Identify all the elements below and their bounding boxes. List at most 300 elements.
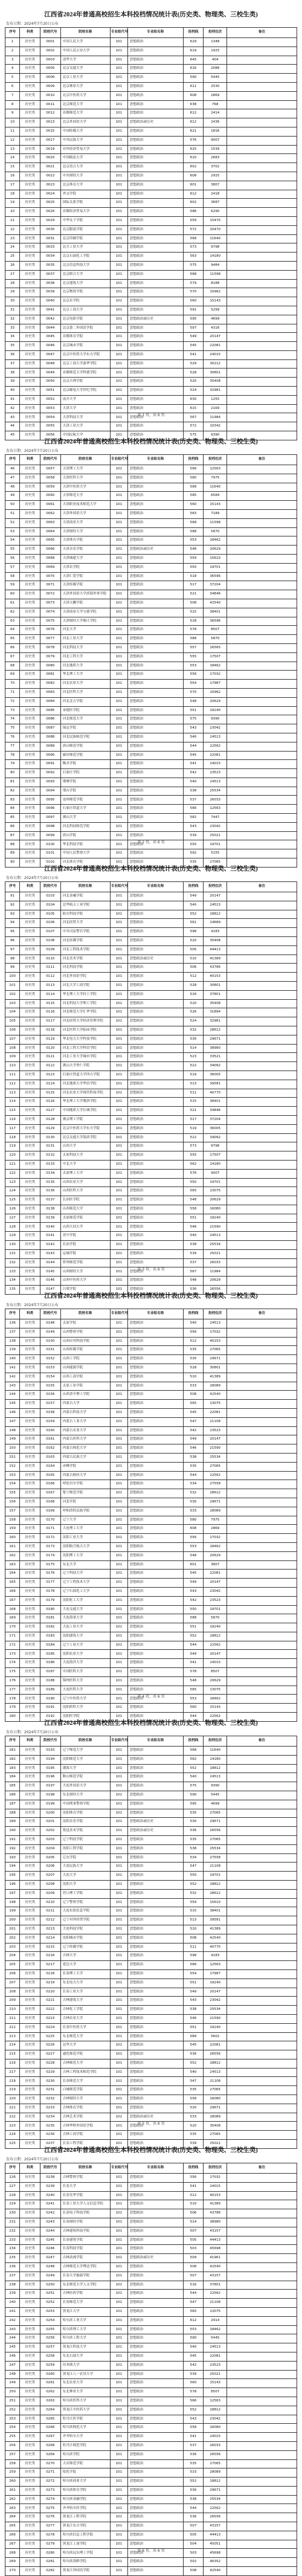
- table-cell: 101: [110, 671, 127, 680]
- table-cell: [227, 2531, 297, 2540]
- table-row: [5, 1026, 297, 1035]
- table-cell: 思想政治: [127, 769, 183, 778]
- table-cell: 101: [110, 324, 127, 333]
- table-cell: 174: [5, 1659, 20, 1668]
- table-cell: [227, 1480, 297, 1489]
- table-cell: 101: [110, 1080, 127, 1089]
- table-cell: 200: [5, 1916, 20, 1925]
- table-cell: 12563: [204, 805, 227, 814]
- table-cell: 思想政治: [127, 279, 183, 288]
- table-cell: 101: [110, 154, 127, 163]
- table-cell: [227, 2567, 297, 2576]
- table-cell: 历史类: [20, 190, 40, 199]
- table-cell: 101: [110, 1062, 127, 1071]
- table-cell: 0237: [40, 2140, 60, 2149]
- table-cell: 549: [183, 333, 204, 342]
- table-row: [5, 1641, 297, 1650]
- table-cell: 历史类: [20, 1124, 40, 1133]
- table-cell: [227, 2450, 297, 2459]
- table-cell: 0005: [40, 65, 60, 74]
- table-cell: 0178: [40, 1587, 60, 1596]
- table-cell: 辽宁中医药大学: [60, 1695, 110, 1704]
- table-row: [5, 2478, 297, 2487]
- table-cell: 24: [5, 243, 20, 253]
- table-cell: 192: [5, 1844, 20, 1853]
- table-cell: 历史类: [20, 253, 40, 262]
- table-cell: 历史类: [20, 378, 40, 387]
- table-row: [5, 2050, 297, 2059]
- table-cell: 243: [5, 2325, 20, 2334]
- table-cell: 101: [110, 1187, 127, 1196]
- table-cell: [227, 270, 297, 279]
- table-cell: 0034: [40, 253, 60, 262]
- table-cell: [227, 724, 297, 733]
- table-cell: 思想政治: [127, 706, 183, 715]
- table-row: [5, 2415, 297, 2424]
- table-cell: [227, 2191, 297, 2200]
- table-row: [5, 225, 297, 234]
- table-cell: 历史类: [20, 413, 40, 422]
- table-cell: 思想政治: [127, 1614, 183, 1623]
- table-cell: 258: [5, 2459, 20, 2468]
- table-cell: 101: [110, 572, 127, 581]
- table-cell: 563: [183, 253, 204, 262]
- table-cell: 101: [110, 787, 127, 796]
- table-cell: [227, 315, 297, 324]
- table-cell: 0202: [40, 1827, 60, 1836]
- table-cell: 535: [183, 2459, 204, 2468]
- table-cell: 101: [110, 2262, 127, 2272]
- table-cell: 123: [5, 1178, 20, 1187]
- table-cell: 533: [183, 2468, 204, 2478]
- table-cell: 11640: [204, 483, 227, 492]
- table-cell: [227, 297, 297, 306]
- table-cell: [227, 1089, 297, 1098]
- table-cell: 思想政治: [127, 342, 183, 351]
- table-cell: 0191: [40, 1704, 60, 1713]
- table-cell: 河北大学: [60, 626, 110, 635]
- table-cell: 189: [5, 1818, 20, 1827]
- table-cell: 历史类: [20, 1907, 40, 1916]
- table-cell: 101: [110, 2540, 127, 2549]
- table-cell: 101: [110, 2290, 127, 2299]
- table-cell: 思想政治: [127, 2086, 183, 2095]
- table-cell: 吉林大学: [60, 1952, 110, 1961]
- table-row: [5, 1827, 297, 1836]
- table-cell: 历史类: [20, 892, 40, 901]
- table-cell: 历史类: [20, 91, 40, 100]
- table-cell: 101: [110, 306, 127, 315]
- table-cell: 历史类: [20, 2343, 40, 2352]
- table-cell: 562: [183, 1160, 204, 1169]
- table-cell: 0123: [40, 1071, 60, 1080]
- table-cell: 0108: [40, 936, 60, 945]
- table-cell: 思想政治: [127, 1462, 183, 1471]
- table-cell: 36005: [204, 1071, 227, 1080]
- table-cell: 0144: [40, 1258, 60, 1267]
- table-cell: 0207: [40, 1872, 60, 1881]
- table-cell: [227, 65, 297, 74]
- table-cell: 历史类: [20, 1551, 40, 1560]
- table-cell: 566: [183, 2397, 204, 2406]
- table-cell: 42: [5, 404, 20, 413]
- table-cell: 中华女子学院: [60, 216, 110, 225]
- table-cell: 北华航天工业学院: [60, 901, 110, 910]
- table-cell: 15143: [204, 2379, 227, 2388]
- table-row: [5, 378, 297, 387]
- table-cell: 105: [5, 1017, 20, 1026]
- table-cell: 思想政治: [127, 2050, 183, 2059]
- table-cell: 历史类: [20, 1516, 40, 1525]
- table-cell: 历史类: [20, 1107, 40, 1116]
- table-cell: 191: [5, 1835, 20, 1844]
- table-cell: 101: [110, 1444, 127, 1454]
- table-row: [5, 1337, 297, 1346]
- table-cell: [227, 1507, 297, 1516]
- table-cell: 568: [183, 1747, 204, 1756]
- table-cell: 553: [183, 536, 204, 546]
- table-cell: 232: [5, 2227, 20, 2236]
- table-cell: 181: [5, 1747, 20, 1756]
- table-cell: 思想政治: [127, 2549, 183, 2558]
- table-row: [5, 688, 297, 697]
- table-cell: 吕梁学院: [60, 1286, 110, 1295]
- table-row: [5, 724, 297, 733]
- table-cell: 36596: [204, 617, 227, 626]
- table-cell: 23042: [204, 1587, 227, 1596]
- table-cell: 历史类: [20, 1641, 40, 1650]
- table-cell: 黑龙江东方学院: [60, 2522, 110, 2531]
- table-cell: 554: [183, 680, 204, 689]
- table-cell: 17507: [204, 1151, 227, 1161]
- table-cell: 0116: [40, 1008, 60, 1017]
- table-cell: 思想政治: [127, 796, 183, 805]
- table-cell: 41389: [204, 955, 227, 964]
- table-cell: [227, 234, 297, 243]
- table-cell: 101: [110, 928, 127, 937]
- table-cell: 0162: [40, 1444, 60, 1454]
- table-cell: 思想政治: [127, 1071, 183, 1080]
- table-cell: 18812: [204, 2059, 227, 2068]
- table-cell: 吉林警察学院: [60, 2174, 110, 2183]
- table-cell: 575: [183, 431, 204, 440]
- table-cell: 126: [5, 1205, 20, 1214]
- table-cell: 545: [183, 1570, 204, 1579]
- table-cell: 101: [110, 1695, 127, 1704]
- table-cell: 28612: [204, 1026, 227, 1035]
- table-cell: [227, 1160, 297, 1169]
- table-cell: 天津财经大学: [60, 527, 110, 536]
- table-cell: 43157: [204, 2272, 227, 2281]
- table-cell: 101: [110, 1773, 127, 1782]
- table-cell: 北京服装学院: [60, 225, 110, 234]
- table-row: [5, 1844, 297, 1853]
- table-cell: 540: [183, 1319, 204, 1328]
- table-cell: 96: [5, 936, 20, 945]
- table-cell: 532: [183, 1026, 204, 1035]
- table-cell: 27: [5, 270, 20, 279]
- table-cell: 长春工程学院: [60, 2140, 110, 2149]
- table-cell: 忻州师范学院: [60, 1258, 110, 1267]
- table-body: [5, 465, 297, 868]
- table-cell: 0063: [40, 518, 60, 527]
- table-cell: 234: [5, 2245, 20, 2254]
- table-row: [5, 65, 297, 74]
- table-cell: 河北师范大学: [60, 715, 110, 724]
- table-cell: 思想政治: [127, 1178, 183, 1187]
- table-cell: 0158: [40, 1408, 60, 1417]
- table-row: [5, 1142, 297, 1151]
- table-row: [5, 1453, 297, 1462]
- table-cell: 河北外国语学院: [60, 973, 110, 982]
- table-cell: [227, 2299, 297, 2308]
- table-cell: 思想政治: [127, 1115, 183, 1124]
- table-cell: 542: [183, 1426, 204, 1435]
- table-row: [5, 901, 297, 910]
- table-cell: 历史类: [20, 2131, 40, 2140]
- table-cell: 内蒙古科技大学: [60, 1408, 110, 1417]
- table-header: [5, 1736, 297, 1747]
- table-cell: 0059: [40, 483, 60, 492]
- table-cell: 549: [183, 1988, 204, 1997]
- table-cell: 吉林师范大学: [60, 2059, 110, 2068]
- table-row: [5, 1818, 297, 1827]
- table-cell: 549: [183, 1650, 204, 1659]
- table-cell: 哈尔滨信息工程学院: [60, 2531, 110, 2540]
- page-title: 江西省2024年普通高校招生本科投档情况统计表(历史类、物理类、三校生类): [44, 1720, 258, 1727]
- table-cell: 568: [183, 483, 204, 492]
- table-cell: 515: [183, 1907, 204, 1916]
- table-cell: 历史类: [20, 1400, 40, 1409]
- table-cell: 长春工业大学: [60, 1988, 110, 1997]
- table-row: [5, 1249, 297, 1258]
- table-cell: 历史类: [20, 1391, 40, 1400]
- table-cell: 101: [110, 395, 127, 404]
- table-cell: 天津仁爱学院: [60, 572, 110, 581]
- table-cell: 思想政治: [127, 626, 183, 635]
- table-cell: 0081: [40, 671, 60, 680]
- table-cell: 赤峰学院: [60, 1462, 110, 1471]
- table-row: [5, 796, 297, 805]
- table-row: [5, 315, 297, 324]
- table-cell: 0201: [40, 1818, 60, 1827]
- table-cell: 547: [183, 1417, 204, 1426]
- table-cell: 历史类: [20, 2086, 40, 2095]
- table-cell: 历史类: [20, 1713, 40, 1722]
- table-cell: 北京邮电大学世纪学院: [60, 387, 110, 396]
- table-row: [5, 1098, 297, 1107]
- table-row: [5, 1596, 297, 1605]
- document-page: [0, 1281, 302, 1719]
- table-cell: 北京林业大学: [60, 82, 110, 91]
- table-row: [5, 910, 297, 919]
- table-cell: [227, 1889, 297, 1898]
- table-cell: 101: [110, 1872, 127, 1881]
- table-cell: 0160: [40, 1426, 60, 1435]
- table-cell: 历史类: [20, 680, 40, 689]
- table-cell: 历史类: [20, 840, 40, 849]
- column-header: 序号: [5, 455, 20, 465]
- table-cell: 41389: [204, 1925, 227, 1934]
- table-cell: 思想政治: [127, 2468, 183, 2478]
- table-row: [5, 2006, 297, 2015]
- table-cell: 28089: [204, 1382, 227, 1391]
- table-cell: 538: [183, 1453, 204, 1462]
- table-cell: 历史类: [20, 1489, 40, 1498]
- table-cell: 579: [183, 279, 204, 288]
- table-cell: 23042: [204, 724, 227, 733]
- table-cell: 537: [183, 2441, 204, 2450]
- table-cell: 中国人民公安大学: [60, 47, 110, 56]
- table-cell: 沈阳航空航天大学: [60, 1542, 110, 1551]
- table-cell: 历史类: [20, 527, 40, 536]
- table-cell: [227, 643, 297, 652]
- table-cell: 思想政治: [127, 2272, 183, 2281]
- table-cell: [227, 1614, 297, 1623]
- table-cell: 6290: [204, 208, 227, 217]
- table-cell: 165: [5, 1579, 20, 1588]
- table-cell: 38980: [204, 2218, 227, 2227]
- table-cell: 历史类: [20, 100, 40, 109]
- table-cell: 101: [110, 261, 127, 270]
- table-cell: 石家庄铁道大学: [60, 805, 110, 814]
- table-cell: 101: [110, 688, 127, 697]
- admission-table: [5, 881, 297, 1295]
- table-cell: [227, 2424, 297, 2433]
- table-cell: 186: [5, 1791, 20, 1800]
- table-cell: 28089: [204, 2113, 227, 2122]
- table-cell: 26: [5, 261, 20, 270]
- table-cell: 15610: [204, 1898, 227, 1907]
- table-cell: 思想政治: [127, 1187, 183, 1196]
- table-cell: [227, 1489, 297, 1498]
- table-cell: 0003: [40, 56, 60, 65]
- table-cell: 思想政治: [127, 617, 183, 626]
- table-cell: 思想政治: [127, 2236, 183, 2245]
- table-cell: 思想政治: [127, 2486, 183, 2495]
- table-cell: 143: [5, 1382, 20, 1391]
- table-cell: 思想政治: [127, 1686, 183, 1695]
- table-cell: 思想政治: [127, 999, 183, 1008]
- table-cell: 7975: [204, 474, 227, 483]
- table-cell: [227, 1988, 297, 1997]
- table-cell: 思想政治: [127, 1516, 183, 1525]
- table-row: [5, 1560, 297, 1570]
- table-cell: [227, 1623, 297, 1632]
- table-cell: 太原工业学院: [60, 1382, 110, 1391]
- table-cell: 思想政治: [127, 697, 183, 706]
- table-row: [5, 2290, 297, 2299]
- table-cell: 5870: [204, 1614, 227, 1623]
- table-cell: 思想政治: [127, 1507, 183, 1516]
- table-cell: 12563: [204, 465, 227, 474]
- table-cell: 60: [5, 590, 20, 599]
- table-cell: 吉林建筑科技学院: [60, 2227, 110, 2236]
- table-cell: 0164: [40, 1462, 60, 1471]
- table-cell: 101: [110, 1133, 127, 1142]
- table-cell: 101: [110, 858, 127, 868]
- table-cell: 101: [110, 973, 127, 982]
- table-cell: 101: [110, 2272, 127, 2281]
- table-cell: 历史类: [20, 1747, 40, 1756]
- table-cell: [227, 1961, 297, 1970]
- table-row: [5, 2486, 297, 2495]
- table-cell: 思想政治: [127, 652, 183, 662]
- table-row: [5, 47, 297, 56]
- table-cell: 思想政治: [127, 1969, 183, 1979]
- table-cell: 101: [110, 981, 127, 990]
- table-cell: 0177: [40, 1579, 60, 1588]
- table-cell: 101: [110, 527, 127, 536]
- table-cell: 历史类: [20, 1142, 40, 1151]
- table-cell: 38401: [204, 1907, 227, 1916]
- table-cell: 521: [183, 590, 204, 599]
- table-cell: 绥化学院: [60, 2468, 110, 2478]
- table-row: [5, 1791, 297, 1800]
- table-cell: 40770: [204, 1943, 227, 1952]
- table-cell: [227, 2343, 297, 2352]
- table-cell: 101: [110, 2567, 127, 2576]
- table-cell: 127: [5, 1214, 20, 1223]
- table-cell: 549: [183, 892, 204, 901]
- table-cell: 0248: [40, 2262, 60, 2272]
- table-row: [5, 501, 297, 510]
- table-cell: 101: [110, 1232, 127, 1241]
- table-cell: [227, 1026, 297, 1035]
- table-cell: 516: [183, 990, 204, 999]
- table-cell: 239: [5, 2290, 20, 2299]
- table-cell: 0270: [40, 2459, 60, 2468]
- table-cell: 198: [5, 1898, 20, 1907]
- table-row: [5, 91, 297, 100]
- table-cell: [227, 1124, 297, 1133]
- table-cell: 历史类: [20, 288, 40, 297]
- table-cell: 大连交通大学: [60, 1605, 110, 1614]
- column-header: 院校代号: [40, 1309, 60, 1319]
- table-cell: 长春大学: [60, 2182, 110, 2191]
- table-cell: [227, 333, 297, 342]
- table-cell: 12563: [204, 2397, 227, 2406]
- table-cell: 550: [183, 1872, 204, 1881]
- table-cell: 思想政治: [127, 1525, 183, 1534]
- table-cell: 0129: [40, 1124, 60, 1133]
- table-cell: 16080: [204, 2424, 227, 2433]
- table-cell: 思想政治: [127, 1925, 183, 1934]
- table-cell: 0099: [40, 831, 60, 840]
- table-cell: 国际关系学院: [60, 199, 110, 208]
- table-cell: 2683: [204, 154, 227, 163]
- table-cell: 101: [110, 2014, 127, 2023]
- table-cell: 101: [110, 1516, 127, 1525]
- table-cell: 0033: [40, 243, 60, 253]
- table-cell: 233: [5, 2236, 20, 2245]
- table-row: [5, 1124, 297, 1133]
- table-cell: 101: [110, 288, 127, 297]
- table-cell: 101: [110, 1319, 127, 1328]
- table-row: [5, 2077, 297, 2086]
- column-header: 院校代号: [40, 882, 60, 892]
- table-row: [5, 1872, 297, 1881]
- publish-date: 发布日期：2024年7月20日公布: [6, 876, 59, 880]
- table-cell: 205: [5, 1961, 20, 1970]
- table-cell: 101: [110, 990, 127, 999]
- table-cell: 43157: [204, 2522, 227, 2531]
- table-cell: 防灾科技学院: [60, 910, 110, 919]
- table-cell: 历史类: [20, 1668, 40, 1677]
- table-cell: 思想政治: [127, 208, 183, 217]
- table-cell: [227, 2361, 297, 2370]
- table-cell: 101: [110, 2468, 127, 2478]
